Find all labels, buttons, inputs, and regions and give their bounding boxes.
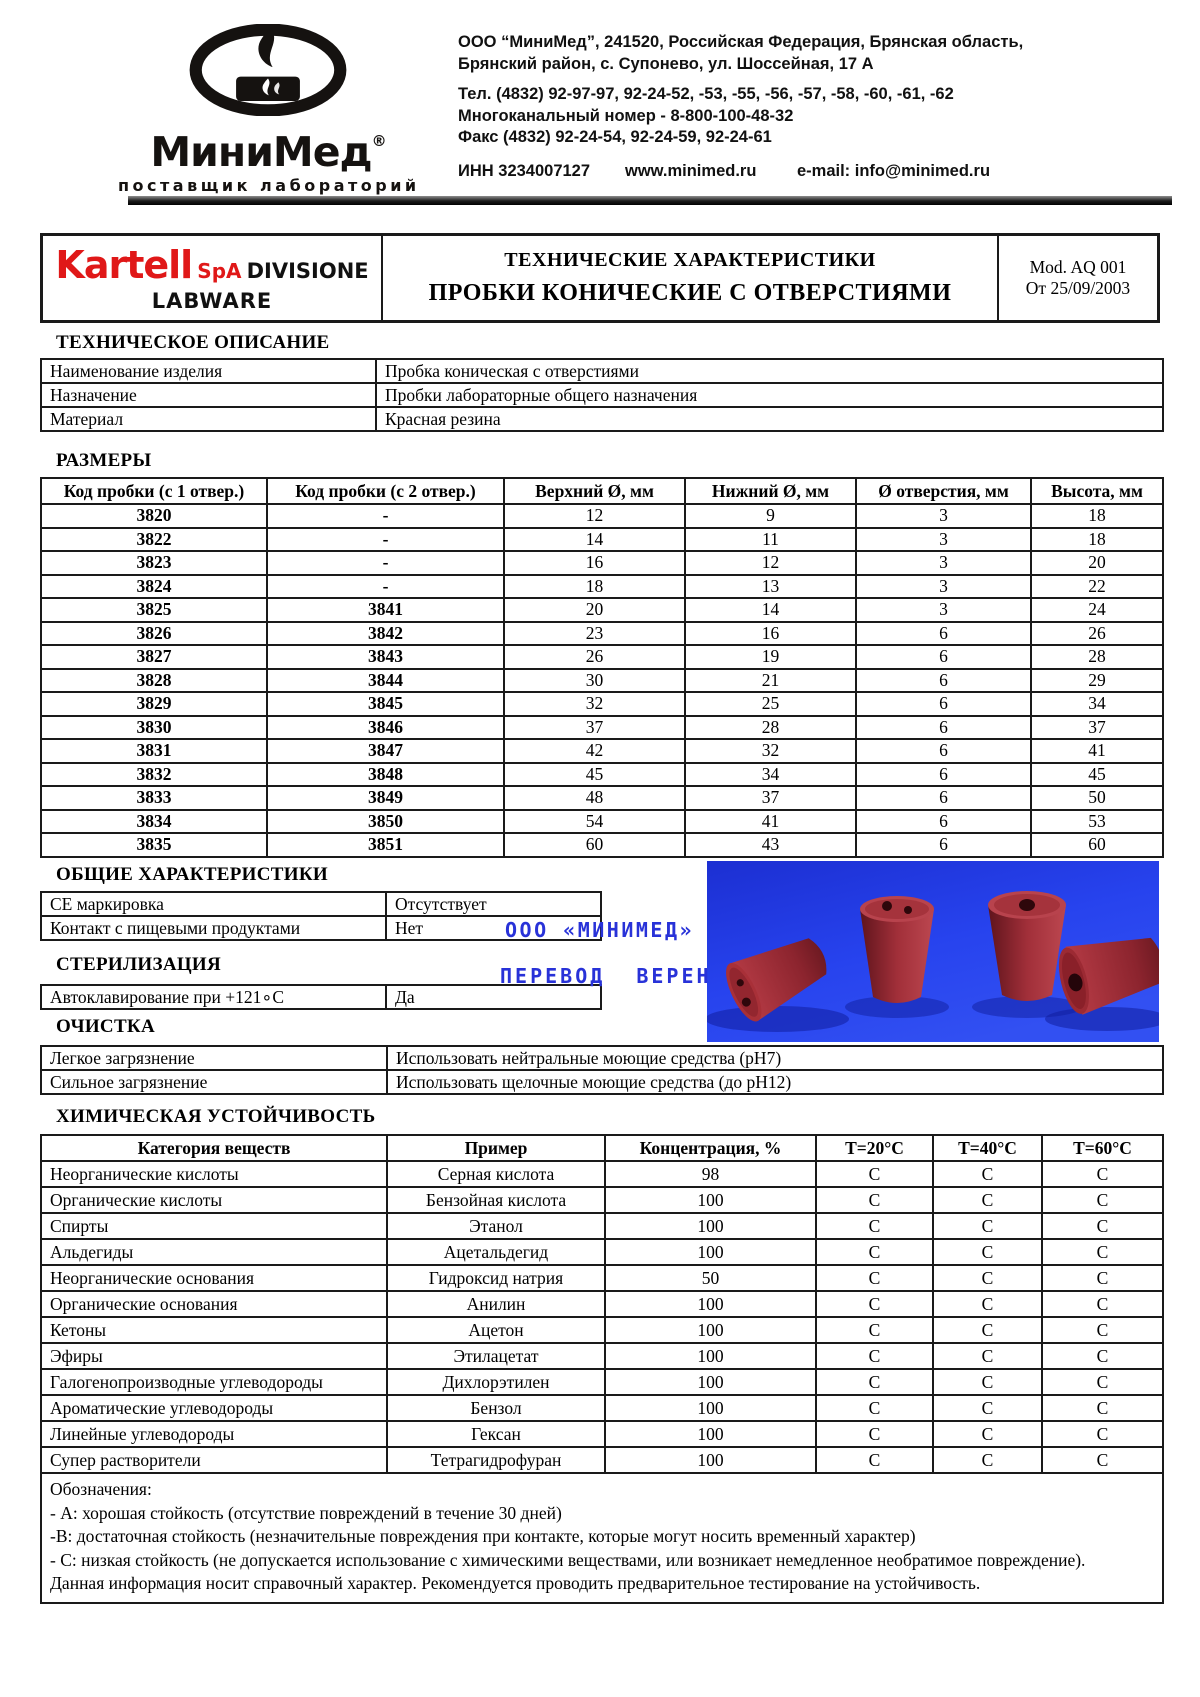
table-cell: 3827: [41, 645, 267, 669]
table-cell: 43: [685, 833, 856, 857]
table-cell: 3847: [267, 739, 504, 763]
document-date: От 25/09/2003: [1025, 278, 1131, 298]
table-cell: 20: [504, 598, 685, 622]
table-cell: С: [816, 1291, 933, 1317]
table-cell: Красная резина: [376, 407, 1163, 431]
labware-label: LABWARE: [151, 289, 273, 313]
table-cell: С: [1042, 1343, 1163, 1369]
table-row: [41, 692, 1163, 716]
table-row: [41, 1369, 1163, 1395]
table-cell: 25: [685, 692, 856, 716]
table-row: [41, 407, 1163, 431]
table-row: [41, 833, 1163, 857]
table-cell: С: [933, 1161, 1042, 1187]
table-cell: -: [267, 551, 504, 575]
minimed-flame-icon: [187, 24, 349, 116]
table-row: [41, 1161, 1163, 1187]
table-cell: 3830: [41, 716, 267, 740]
table-cell: 12: [504, 504, 685, 528]
logo-tagline: поставщик лабораторий: [118, 176, 420, 195]
table-row: [41, 1421, 1163, 1447]
table-cell: 3824: [41, 575, 267, 599]
table-cell: Органические основания: [41, 1291, 387, 1317]
table-cell: С: [933, 1239, 1042, 1265]
table-cell: Органические кислоты: [41, 1187, 387, 1213]
spa-suffix: SpA: [197, 259, 242, 283]
table-cell: 6: [856, 716, 1031, 740]
column-header: Нижний Ø, мм: [685, 478, 856, 504]
table-row: [41, 1187, 1163, 1213]
table-cell: Автоклавирование при +121∘С: [41, 985, 386, 1009]
table-cell: 3831: [41, 739, 267, 763]
table-cell: 6: [856, 763, 1031, 787]
table-cell: Ацетон: [387, 1317, 605, 1343]
table-cell: Отсутствует: [386, 892, 601, 916]
table-cell: Нет: [386, 916, 601, 940]
table-cell: 3832: [41, 763, 267, 787]
table-cell: 3843: [267, 645, 504, 669]
table-row: [41, 1070, 1163, 1094]
table-cell: 22: [1031, 575, 1163, 599]
table-cell: 3826: [41, 622, 267, 646]
table-cell: С: [933, 1369, 1042, 1395]
table-cell: 3842: [267, 622, 504, 646]
table-cell: 37: [504, 716, 685, 740]
table-cell: 3829: [41, 692, 267, 716]
table-cell: Использовать щелочные моющие средства (до рН12): [387, 1070, 1163, 1094]
table-row: [41, 645, 1163, 669]
product-photo: [707, 861, 1159, 1042]
table-row: [41, 551, 1163, 575]
table-cell: 3: [856, 598, 1031, 622]
column-header: Концентрация, %: [605, 1135, 816, 1161]
table-cell: 100: [605, 1343, 816, 1369]
table-cell: С: [816, 1395, 933, 1421]
table-cell: Супер растворители: [41, 1447, 387, 1473]
table-cell: 3: [856, 528, 1031, 552]
table-cell: 28: [685, 716, 856, 740]
table-cell: 13: [685, 575, 856, 599]
table-cell: 3851: [267, 833, 504, 857]
table-row: [41, 359, 1163, 383]
section-heading-chemical: ХИМИЧЕСКАЯ УСТОЙЧИВОСТЬ: [56, 1106, 376, 1127]
table-cell: Серная кислота: [387, 1161, 605, 1187]
table-cell: 54: [504, 810, 685, 834]
table-cell: 3828: [41, 669, 267, 693]
table-cell: 3825: [41, 598, 267, 622]
table-cell: 50: [605, 1265, 816, 1291]
document-title-cell: [381, 236, 999, 320]
kartell-brand: Kartell: [55, 243, 193, 287]
division-label: DIVISIONE: [246, 259, 369, 283]
column-header: Ø отверстия, мм: [856, 478, 1031, 504]
title-block: [40, 233, 1160, 323]
table-cell: Галогенопроизводные углеводороды: [41, 1369, 387, 1395]
table-cell: 6: [856, 833, 1031, 857]
table-cell: 3846: [267, 716, 504, 740]
table-cell: Альдегиды: [41, 1239, 387, 1265]
table-cell: С: [1042, 1239, 1163, 1265]
table-cell: С: [816, 1447, 933, 1473]
table-cell: Ацетальдегид: [387, 1239, 605, 1265]
table-row: [41, 1317, 1163, 1343]
table-cell: 3848: [267, 763, 504, 787]
column-header: Т=20°С: [816, 1135, 933, 1161]
section-heading-cleaning: ОЧИСТКА: [56, 1016, 156, 1037]
address-line-2: Брянский район, с. Супонево, ул. Шоссейная, 17 А: [458, 54, 874, 73]
address-line-1: ООО “МиниМед”, 241520, Российская Федерация, Брянская область,: [458, 33, 1024, 51]
table-cell: 37: [685, 786, 856, 810]
table-cell: 100: [605, 1369, 816, 1395]
section-heading-sterilization: СТЕРИЛИЗАЦИЯ: [56, 954, 222, 975]
table-row: [41, 1447, 1163, 1473]
table-cell: 100: [605, 1213, 816, 1239]
table-cell: 100: [605, 1239, 816, 1265]
table-cell: 34: [1031, 692, 1163, 716]
red-stoppers-photo: [707, 861, 1159, 1042]
table-cell: 34: [685, 763, 856, 787]
table-cell: 6: [856, 739, 1031, 763]
table-cell: Пробки лабораторные общего назначения: [376, 383, 1163, 407]
table-cell: С: [933, 1395, 1042, 1421]
table-cell: Гидроксид натрия: [387, 1265, 605, 1291]
table-cell: 98: [605, 1161, 816, 1187]
doc-type-title: ТЕХНИЧЕСКИЕ ХАРАКТЕРИСТИКИ: [504, 248, 876, 271]
notes-row: [41, 1473, 1163, 1603]
table-cell: С: [1042, 1395, 1163, 1421]
column-header: Т=60°С: [1042, 1135, 1163, 1161]
table-cell: 45: [1031, 763, 1163, 787]
table-cell: 6: [856, 622, 1031, 646]
table-cell: 42: [504, 739, 685, 763]
table-cell: С: [933, 1187, 1042, 1213]
section-heading-sizes: РАЗМЕРЫ: [56, 450, 152, 471]
table-cell: Использовать нейтральные моющие средства (рН7): [387, 1046, 1163, 1070]
table-cell: Этилацетат: [387, 1343, 605, 1369]
table-cell: 3: [856, 575, 1031, 599]
table-cell: 3: [856, 504, 1031, 528]
table-cell: 28: [1031, 645, 1163, 669]
section-heading-tech-description: ТЕХНИЧЕСКОЕ ОПИСАНИЕ: [56, 332, 330, 353]
table-cell: 29: [1031, 669, 1163, 693]
table-header-row: [41, 478, 1163, 504]
table-cell: 20: [1031, 551, 1163, 575]
column-header: Высота, мм: [1031, 478, 1163, 504]
note-b: -В: достаточная стойкость (незначительные повреждения при контакте, которые могут носить временный характер): [50, 1526, 916, 1546]
table-header-row: [41, 1135, 1163, 1161]
column-header: Верхний Ø, мм: [504, 478, 685, 504]
table-cell: С: [816, 1421, 933, 1447]
tech-description-table: [40, 358, 1164, 432]
table-cell: 37: [1031, 716, 1163, 740]
table-row: [41, 528, 1163, 552]
table-cell: 45: [504, 763, 685, 787]
registered-mark: ®: [371, 132, 386, 150]
column-header: Код пробки (с 2 отвер.): [267, 478, 504, 504]
table-cell: С: [1042, 1317, 1163, 1343]
table-cell: С: [933, 1421, 1042, 1447]
table-cell: 60: [1031, 833, 1163, 857]
column-header: Категория веществ: [41, 1135, 387, 1161]
table-cell: 6: [856, 786, 1031, 810]
table-row: [41, 985, 601, 1009]
table-cell: 3833: [41, 786, 267, 810]
table-cell: 16: [504, 551, 685, 575]
table-cell: С: [1042, 1369, 1163, 1395]
table-cell: С: [933, 1447, 1042, 1473]
table-cell: -: [267, 575, 504, 599]
table-cell: 19: [685, 645, 856, 669]
table-row: [41, 383, 1163, 407]
table-cell: 53: [1031, 810, 1163, 834]
table-row: [41, 763, 1163, 787]
table-cell: 32: [685, 739, 856, 763]
table-cell: Материал: [41, 407, 376, 431]
model-number: Mod. AQ 001: [1029, 257, 1127, 277]
table-row: [41, 1046, 1163, 1070]
table-cell: -: [267, 504, 504, 528]
table-row: [41, 1265, 1163, 1291]
sizes-table: [40, 477, 1164, 858]
company-logo: [118, 24, 418, 195]
table-cell: 3823: [41, 551, 267, 575]
table-cell: Неорганические кислоты: [41, 1161, 387, 1187]
table-cell: Кетоны: [41, 1317, 387, 1343]
table-cell: С: [816, 1161, 933, 1187]
table-cell: 3834: [41, 810, 267, 834]
table-cell: 3845: [267, 692, 504, 716]
table-cell: Пробка коническая с отверстиями: [376, 359, 1163, 383]
table-cell: С: [816, 1343, 933, 1369]
table-cell: 6: [856, 645, 1031, 669]
table-cell: 41: [685, 810, 856, 834]
table-cell: 3841: [267, 598, 504, 622]
table-cell: 30: [504, 669, 685, 693]
table-cell: 9: [685, 504, 856, 528]
table-row: [41, 669, 1163, 693]
table-cell: С: [816, 1369, 933, 1395]
section-heading-general: ОБЩИЕ ХАРАКТЕРИСТИКИ: [56, 864, 328, 885]
table-cell: Гексан: [387, 1421, 605, 1447]
table-cell: 3822: [41, 528, 267, 552]
table-cell: Легкое загрязнение: [41, 1046, 387, 1070]
table-cell: 12: [685, 551, 856, 575]
table-cell: С: [1042, 1161, 1163, 1187]
column-header: Код пробки (с 1 отвер.): [41, 478, 267, 504]
table-cell: 3844: [267, 669, 504, 693]
table-cell: Бензойная кислота: [387, 1187, 605, 1213]
table-cell: Эфиры: [41, 1343, 387, 1369]
table-cell: Спирты: [41, 1213, 387, 1239]
table-cell: 18: [1031, 528, 1163, 552]
product-title: ПРОБКИ КОНИЧЕСКИЕ С ОТВЕРСТИЯМИ: [428, 280, 952, 307]
model-date-cell: [999, 236, 1157, 320]
stamp-line-2: ПЕРЕВОД ВЕРЕН: [500, 964, 712, 988]
website-link: www.minimed.ru: [625, 161, 757, 180]
table-cell: 3: [856, 551, 1031, 575]
table-cell: Назначение: [41, 383, 376, 407]
table-cell: Тетрагидрофуран: [387, 1447, 605, 1473]
chemical-table: [40, 1134, 1164, 1604]
table-cell: 100: [605, 1317, 816, 1343]
table-cell: С: [1042, 1213, 1163, 1239]
table-cell: С: [933, 1317, 1042, 1343]
table-cell: 26: [1031, 622, 1163, 646]
table-cell: 26: [504, 645, 685, 669]
inn-label: ИНН 3234007127: [458, 161, 591, 180]
table-cell: 24: [1031, 598, 1163, 622]
table-cell: СЕ маркировка: [41, 892, 386, 916]
table-row: [41, 716, 1163, 740]
column-header: Т=40°С: [933, 1135, 1042, 1161]
table-cell: 18: [504, 575, 685, 599]
table-row: [41, 1213, 1163, 1239]
table-row: [41, 739, 1163, 763]
table-cell: Наименование изделия: [41, 359, 376, 383]
notes-cell: [41, 1473, 1163, 1603]
table-row: [41, 1343, 1163, 1369]
table-cell: С: [816, 1239, 933, 1265]
table-cell: С: [816, 1213, 933, 1239]
table-cell: 32: [504, 692, 685, 716]
table-row: [41, 786, 1163, 810]
table-row: [41, 810, 1163, 834]
table-cell: С: [933, 1291, 1042, 1317]
table-cell: 100: [605, 1187, 816, 1213]
cleaning-table: [40, 1045, 1164, 1095]
table-cell: Неорганические основания: [41, 1265, 387, 1291]
table-cell: Бензол: [387, 1395, 605, 1421]
table-cell: С: [1042, 1265, 1163, 1291]
fax-line: Факс (4832) 92-24-54, 92-24-59, 92-24-61: [458, 128, 772, 146]
table-cell: 6: [856, 692, 1031, 716]
table-cell: Да: [386, 985, 601, 1009]
table-cell: 16: [685, 622, 856, 646]
notes-title: Обозначения:: [50, 1479, 152, 1499]
table-cell: С: [933, 1213, 1042, 1239]
table-cell: 3850: [267, 810, 504, 834]
table-cell: 48: [504, 786, 685, 810]
table-cell: 23: [504, 622, 685, 646]
table-cell: С: [1042, 1291, 1163, 1317]
table-row: [41, 892, 601, 916]
table-cell: 41: [1031, 739, 1163, 763]
table-cell: 60: [504, 833, 685, 857]
column-header: Пример: [387, 1135, 605, 1161]
brand-cell: [43, 236, 381, 320]
table-row: [41, 1239, 1163, 1265]
table-cell: Контакт с пищевыми продуктами: [41, 916, 386, 940]
table-cell: Анилин: [387, 1291, 605, 1317]
table-cell: С: [816, 1317, 933, 1343]
note-disclaimer: Данная информация носит справочный характер. Рекомендуется проводить предварительное тестирование на устойчивость.: [50, 1573, 981, 1593]
table-row: [41, 1291, 1163, 1317]
table-cell: 3835: [41, 833, 267, 857]
table-cell: 6: [856, 810, 1031, 834]
phone-line: Тел. (4832) 92-97-97, 92-24-52, -53, -55, -56, -57, -58, -60, -61, -62: [458, 85, 954, 103]
table-row: [41, 622, 1163, 646]
logo-brand-text: МиниМед®: [150, 128, 386, 176]
table-cell: Дихлорэтилен: [387, 1369, 605, 1395]
table-cell: Линейные углеводороды: [41, 1421, 387, 1447]
table-cell: 14: [685, 598, 856, 622]
table-row: [41, 575, 1163, 599]
table-row: [41, 598, 1163, 622]
note-a: - А: хорошая стойкость (отсутствие повреждений в течение 30 дней): [50, 1502, 562, 1523]
table-cell: Этанол: [387, 1213, 605, 1239]
stamp-line-1: ООО «МИНИМЕД»: [505, 918, 695, 942]
table-cell: 11: [685, 528, 856, 552]
table-cell: -: [267, 528, 504, 552]
table-cell: 3849: [267, 786, 504, 810]
table-cell: 100: [605, 1447, 816, 1473]
note-c: - С: низкая стойкость (не допускается использование с химическими веществами, или возникает немедленное необратимое повреждение).: [50, 1549, 1086, 1570]
table-cell: 50: [1031, 786, 1163, 810]
table-cell: 21: [685, 669, 856, 693]
table-cell: 18: [1031, 504, 1163, 528]
table-cell: С: [933, 1265, 1042, 1291]
table-cell: Ароматические углеводороды: [41, 1395, 387, 1421]
table-cell: С: [1042, 1421, 1163, 1447]
table-cell: 100: [605, 1291, 816, 1317]
table-cell: 100: [605, 1395, 816, 1421]
table-row: [41, 1395, 1163, 1421]
table-cell: С: [1042, 1447, 1163, 1473]
company-contacts: [458, 32, 1098, 182]
email-link: e-mail: info@minimed.ru: [797, 161, 991, 180]
table-row: [41, 504, 1163, 528]
table-cell: С: [1042, 1187, 1163, 1213]
table-cell: Сильное загрязнение: [41, 1070, 387, 1094]
header-divider-rule: [128, 196, 1172, 205]
table-cell: 14: [504, 528, 685, 552]
table-cell: С: [816, 1187, 933, 1213]
multichannel-line: Многоканальный номер - 8-800-100-48-32: [458, 106, 794, 125]
table-cell: 6: [856, 669, 1031, 693]
table-cell: 3820: [41, 504, 267, 528]
table-cell: С: [933, 1343, 1042, 1369]
table-cell: С: [816, 1265, 933, 1291]
table-cell: 100: [605, 1421, 816, 1447]
